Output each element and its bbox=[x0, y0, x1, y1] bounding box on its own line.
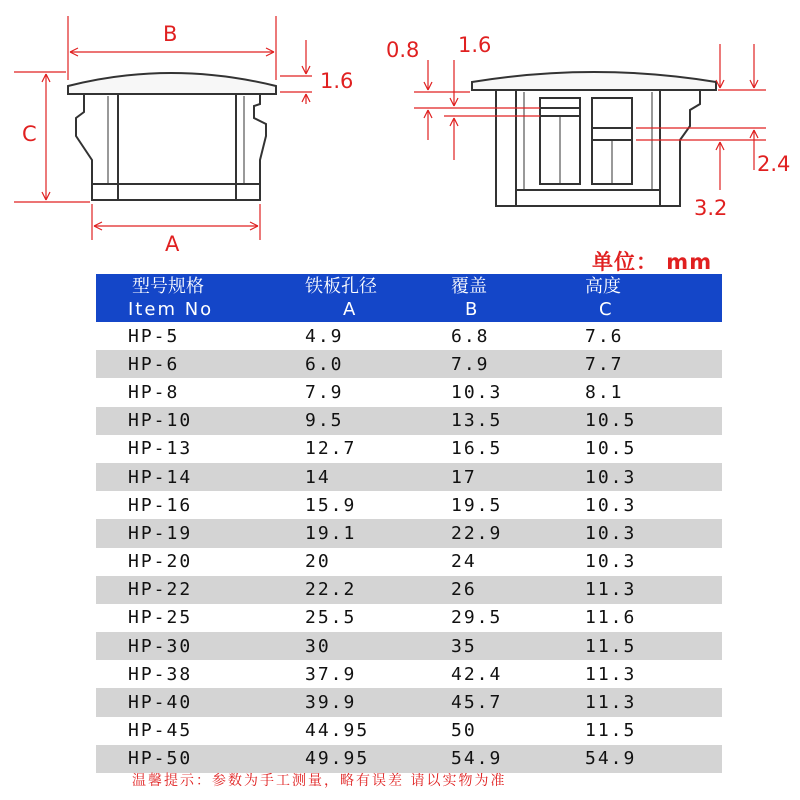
cell-b: 45.7 bbox=[451, 688, 585, 716]
cell-a: 25.5 bbox=[305, 604, 451, 632]
cell-a: 14 bbox=[305, 463, 451, 491]
table-row bbox=[96, 322, 722, 350]
table-row bbox=[96, 407, 722, 435]
header-a-en: A bbox=[343, 299, 356, 320]
cell-b: 35 bbox=[451, 632, 585, 660]
cell-c: 10.3 bbox=[585, 463, 722, 491]
dimension-label-c: C bbox=[22, 122, 37, 146]
table-row bbox=[96, 491, 722, 519]
table-row bbox=[96, 463, 722, 491]
cell-item-no: HP-6 bbox=[96, 350, 305, 378]
spec-table bbox=[96, 274, 722, 773]
cell-b: 16.5 bbox=[451, 435, 585, 463]
header-item-no-en: Item No bbox=[128, 299, 214, 320]
cell-b: 6.8 bbox=[451, 322, 585, 350]
header-c-en: C bbox=[599, 299, 612, 320]
header-a bbox=[305, 274, 451, 322]
header-a-cn: 铁板孔径 bbox=[305, 276, 377, 297]
cell-a: 6.0 bbox=[305, 350, 451, 378]
cell-item-no: HP-40 bbox=[96, 688, 305, 716]
dimension-label-b: B bbox=[163, 22, 178, 46]
cell-a: 20 bbox=[305, 548, 451, 576]
cell-b: 7.9 bbox=[451, 350, 585, 378]
cell-item-no: HP-30 bbox=[96, 632, 305, 660]
cell-item-no: HP-22 bbox=[96, 576, 305, 604]
dimension-label-3-2: 3.2 bbox=[694, 196, 728, 220]
cell-b: 17 bbox=[451, 463, 585, 491]
front-view-drawing bbox=[68, 73, 276, 200]
cell-a: 49.95 bbox=[305, 745, 451, 773]
cell-item-no: HP-45 bbox=[96, 717, 305, 745]
table-body bbox=[96, 322, 722, 773]
table-row bbox=[96, 717, 722, 745]
cell-c: 10.5 bbox=[585, 435, 722, 463]
cell-b: 10.3 bbox=[451, 378, 585, 406]
table-row bbox=[96, 548, 722, 576]
cell-item-no: HP-19 bbox=[96, 519, 305, 547]
cell-c: 11.3 bbox=[585, 576, 722, 604]
cell-a: 30 bbox=[305, 632, 451, 660]
cell-c: 11.3 bbox=[585, 660, 722, 688]
header-c bbox=[585, 274, 722, 322]
cell-b: 22.9 bbox=[451, 519, 585, 547]
cell-item-no: HP-38 bbox=[96, 660, 305, 688]
header-b bbox=[451, 274, 585, 322]
cell-a: 4.9 bbox=[305, 322, 451, 350]
cell-item-no: HP-13 bbox=[96, 435, 305, 463]
cell-c: 10.3 bbox=[585, 519, 722, 547]
cell-item-no: HP-8 bbox=[96, 378, 305, 406]
cell-a: 12.7 bbox=[305, 435, 451, 463]
header-b-en: B bbox=[465, 299, 478, 320]
cell-b: 19.5 bbox=[451, 491, 585, 519]
table-row bbox=[96, 576, 722, 604]
cell-b: 54.9 bbox=[451, 745, 585, 773]
cell-c: 10.5 bbox=[585, 407, 722, 435]
cell-item-no: HP-14 bbox=[96, 463, 305, 491]
table-row bbox=[96, 632, 722, 660]
cell-item-no: HP-50 bbox=[96, 745, 305, 773]
cell-c: 54.9 bbox=[585, 745, 722, 773]
cell-c: 8.1 bbox=[585, 378, 722, 406]
header-c-cn: 高度 bbox=[585, 276, 621, 297]
dimension-label-1-6: 1.6 bbox=[458, 33, 492, 57]
cell-c: 11.6 bbox=[585, 604, 722, 632]
cell-b: 24 bbox=[451, 548, 585, 576]
cell-b: 29.5 bbox=[451, 604, 585, 632]
cell-item-no: HP-16 bbox=[96, 491, 305, 519]
cell-c: 10.3 bbox=[585, 491, 722, 519]
header-b-cn: 覆盖 bbox=[451, 276, 487, 297]
table-row bbox=[96, 350, 722, 378]
cell-c: 10.3 bbox=[585, 548, 722, 576]
table-row bbox=[96, 745, 722, 773]
cell-c: 7.6 bbox=[585, 322, 722, 350]
cell-a: 7.9 bbox=[305, 378, 451, 406]
cell-b: 26 bbox=[451, 576, 585, 604]
table-header-row bbox=[96, 274, 722, 322]
cell-item-no: HP-25 bbox=[96, 604, 305, 632]
cell-a: 37.9 bbox=[305, 660, 451, 688]
table-row bbox=[96, 660, 722, 688]
cell-c: 11.5 bbox=[585, 717, 722, 745]
table-row bbox=[96, 378, 722, 406]
cell-item-no: HP-10 bbox=[96, 407, 305, 435]
header-item-no-cn: 型号规格 bbox=[132, 276, 204, 297]
dimension-label-2-4: 2.4 bbox=[757, 152, 791, 176]
table-row bbox=[96, 688, 722, 716]
dimension-label-a: A bbox=[165, 232, 180, 256]
table-row bbox=[96, 604, 722, 632]
cell-item-no: HP-20 bbox=[96, 548, 305, 576]
dimension-label-cap-thickness: 1.6 bbox=[320, 69, 354, 93]
cell-a: 39.9 bbox=[305, 688, 451, 716]
dimension-label-0-8: 0.8 bbox=[386, 38, 420, 62]
cell-a: 22.2 bbox=[305, 576, 451, 604]
measurement-note: 温馨提示：参数为手工测量，略有误差 请以实物为准 bbox=[132, 773, 507, 789]
cell-b: 50 bbox=[451, 717, 585, 745]
cell-a: 44.95 bbox=[305, 717, 451, 745]
cell-b: 13.5 bbox=[451, 407, 585, 435]
cell-a: 9.5 bbox=[305, 407, 451, 435]
cell-a: 15.9 bbox=[305, 491, 451, 519]
table-row bbox=[96, 435, 722, 463]
cell-c: 11.3 bbox=[585, 688, 722, 716]
cell-item-no: HP-5 bbox=[96, 322, 305, 350]
unit-label: 单位： mm bbox=[592, 250, 713, 274]
cell-c: 11.5 bbox=[585, 632, 722, 660]
cell-b: 42.4 bbox=[451, 660, 585, 688]
table-row bbox=[96, 519, 722, 547]
header-item-no bbox=[96, 274, 305, 322]
cell-a: 19.1 bbox=[305, 519, 451, 547]
side-view-drawing bbox=[472, 72, 716, 206]
cell-c: 7.7 bbox=[585, 350, 722, 378]
